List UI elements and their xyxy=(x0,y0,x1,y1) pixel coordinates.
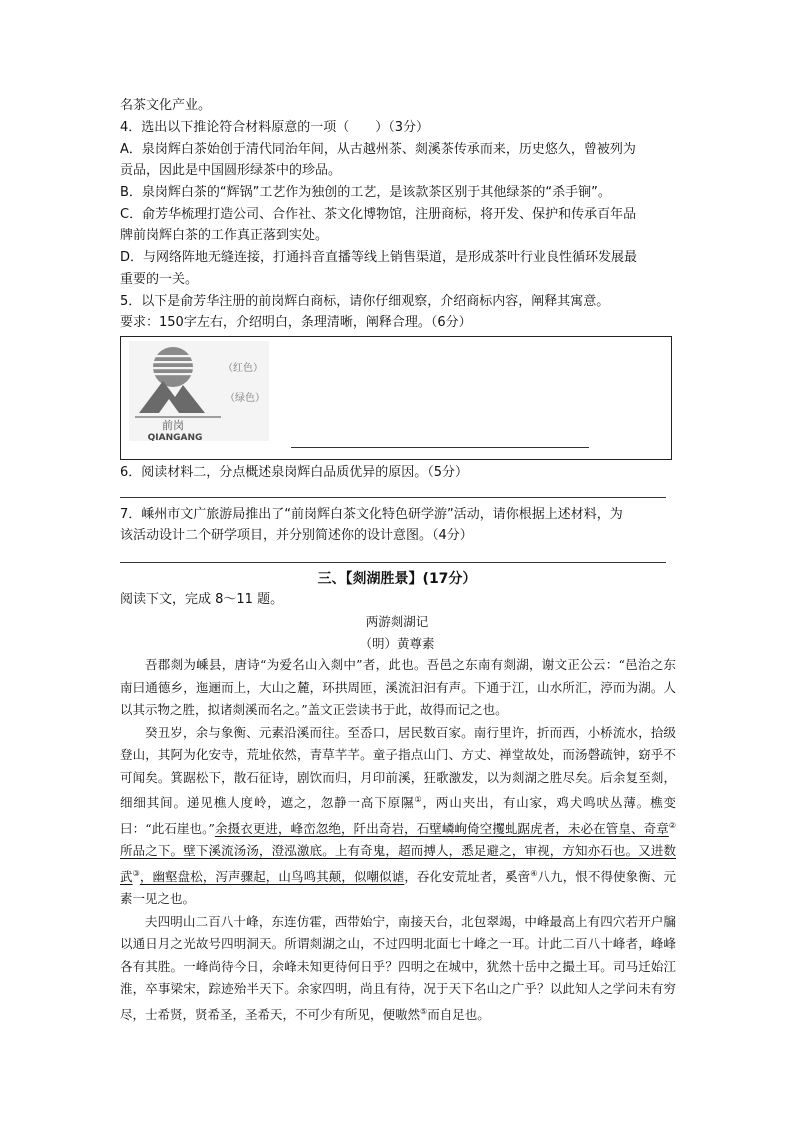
question-5-requirement: 要求：150字左右，介绍明白，条理清晰，阐释合理。（6分） xyxy=(120,315,472,330)
underlined-sentence-1: 余摄衣更进，峰峦忽绝，阡出奇岩，石壁嶙峋倚空攫虬踞虎者，未必在管皇、奇章 xyxy=(214,820,669,836)
article-author: （明）黄尊素 xyxy=(359,636,435,651)
qiangang-trademark-logo xyxy=(129,341,269,441)
answer-line-q6[interactable] xyxy=(120,497,666,498)
answer-line xyxy=(291,447,589,448)
logo-red-label: （红色） xyxy=(223,363,263,374)
option-c-line1: C．俞芳华梳理打造公司、合作社、茶文化博物馆，注册商标，将开发、保护和传承百年品 xyxy=(120,207,637,222)
text-line: 名茶文化产业。 xyxy=(120,98,212,113)
option-b: B．泉岗辉白茶的“辉锅”工艺作为独创的工艺，是该款茶区别于其他绿茶的“杀手锏”。 xyxy=(120,185,611,200)
option-a-line2: 贡品，因此是中国圆形绿茶中的珍品。 xyxy=(120,163,342,178)
paragraph-3 xyxy=(120,911,676,1027)
p2-text-c: ，吞化安荒址者，奚啻 xyxy=(404,868,531,884)
paragraph-1: 吾郡剡为嵊县，唐诗“为爱名山入剡中”者，此也。吾邑之东南有剡湖，谢文正公云：“邑治之东南曰通德乡，迤逦而上，大山之麓，环拱周匝，溪流汩汩有声。下通于江，山水所汇，渟而为湖。人以其示物之胜，拟诸剡溪而名之。”盖文正尝读书于此，故得而记之也。 xyxy=(120,657,676,717)
answer-box-q5[interactable] xyxy=(120,336,672,460)
question-7-line1: 7．嵊州市文广旅游局推出了“前岗辉白茶文化特色研学游”活动，请你根据上述材料，为 xyxy=(120,507,623,522)
option-a-line1: A．泉岗辉白茶始创于清代同治年间，从古越州茶、剡溪茶传承而来，历史悠久，曾被列为 xyxy=(120,142,636,157)
footnote-4: ④ xyxy=(530,868,538,878)
question-7-line2: 该活动设计二个研学项目，并分别简述你的设计意图。（4分） xyxy=(120,528,473,543)
underlined-sentence-2: 所品之下。壁下溪流汤汤，澄泓激底。上有奇鬼，超而搏人，悉足避之，审视，方知亦石也。又进数武 xyxy=(120,843,676,884)
logo-green-label: （绿色） xyxy=(225,393,265,404)
p2-text-d: 八九，恨不得使象衡、元素一见之也。 xyxy=(120,868,676,907)
section-title: 三、【剡湖胜景】(17分） xyxy=(317,571,477,587)
logo-pinyin-text: QIANGANG xyxy=(147,433,203,441)
footnote-1: ① xyxy=(414,795,423,804)
sun-icon xyxy=(153,347,193,387)
article-title: 两游剡湖记 xyxy=(365,614,429,629)
question-6: 6．阅读材料二，分点概述泉岗辉白品质优异的原因。（5分） xyxy=(120,465,469,480)
p3-text-b: 而自足也。 xyxy=(427,1007,490,1023)
question-5-stem: 5．以下是俞芳华注册的前岗辉白商标，请你仔细观察，介绍商标内容，阐释其寓意。 xyxy=(120,294,610,309)
option-d-line2: 重要的一关。 xyxy=(120,272,199,287)
p2-text-b: ，两山夹出，有山家，鸡犬鸣吠丛薄。樵变曰：“此石崖也。” xyxy=(120,795,676,836)
p2-text-a: 癸丑岁，余与象衡、元素沿溪而往。至岙口，居民数百家。南行里许，折而西，小桥流水，拾级登山，其阿为化安寺，荒址依然，青草芊芊。童子指点山门、方丈、禅堂故处，而汤磬疏钟，窈乎不可闻矣。箕踞松下，散石征诗，剧饮而归，月印前溪，狂歌激发，以为剡湖之胜尽矣。后余复至剡，细细其间。递见樵人度岭，遮之，忽静一高下原隰 xyxy=(120,724,676,811)
question-4-stem: 4．选出以下推论符合材料原意的一项（ ）（3分） xyxy=(120,120,430,135)
footnote-2: ② xyxy=(668,820,676,830)
option-d-line1: D．与网络阵地无缝连接，打通抖音直播等线上销售渠道，是形成茶叶行业良性循环发展最 xyxy=(120,250,638,265)
underlined-sentence-3: ，幽壑盘松，泻声骤起，山鸟鸣其颠，似嘲似谑 xyxy=(139,868,405,884)
logo-chinese-text: 前岗 xyxy=(162,419,184,432)
article-body xyxy=(120,654,676,1027)
p3-text-a: 夫四明山二百八十峰，东连仿霍，西带始宁，南接天台，北包翠竭，中峰最高上有四穴若开户牖以通日月之光故号四明洞天。所谓剡湖之山，不过四明北面七十峰之一耳。计此二百八十峰者，峰峰各有其胜。一峰尚待今日，余峰未知更待何日乎？四明之在城中，犹然十岳中之撮土耳。司马迁始江淮，卒事梁宋，踪迹殆半天下。余家四明，尚且有待，况于天下名山之广乎？以此知人之学问未有穷尽，士希贤，贤希圣，圣希天，不可少有所见，便嗷然 xyxy=(120,913,676,1023)
footnote-5: ⑤ xyxy=(420,1006,428,1016)
reading-instruction: 阅读下文，完成 8～11 题。 xyxy=(120,592,284,607)
paragraph-2 xyxy=(120,722,676,911)
footnote-3: ③ xyxy=(132,868,140,878)
answer-line-q7[interactable] xyxy=(120,562,666,563)
option-c-line2: 牌前岗辉白茶的工作真正落到实处。 xyxy=(120,228,329,243)
